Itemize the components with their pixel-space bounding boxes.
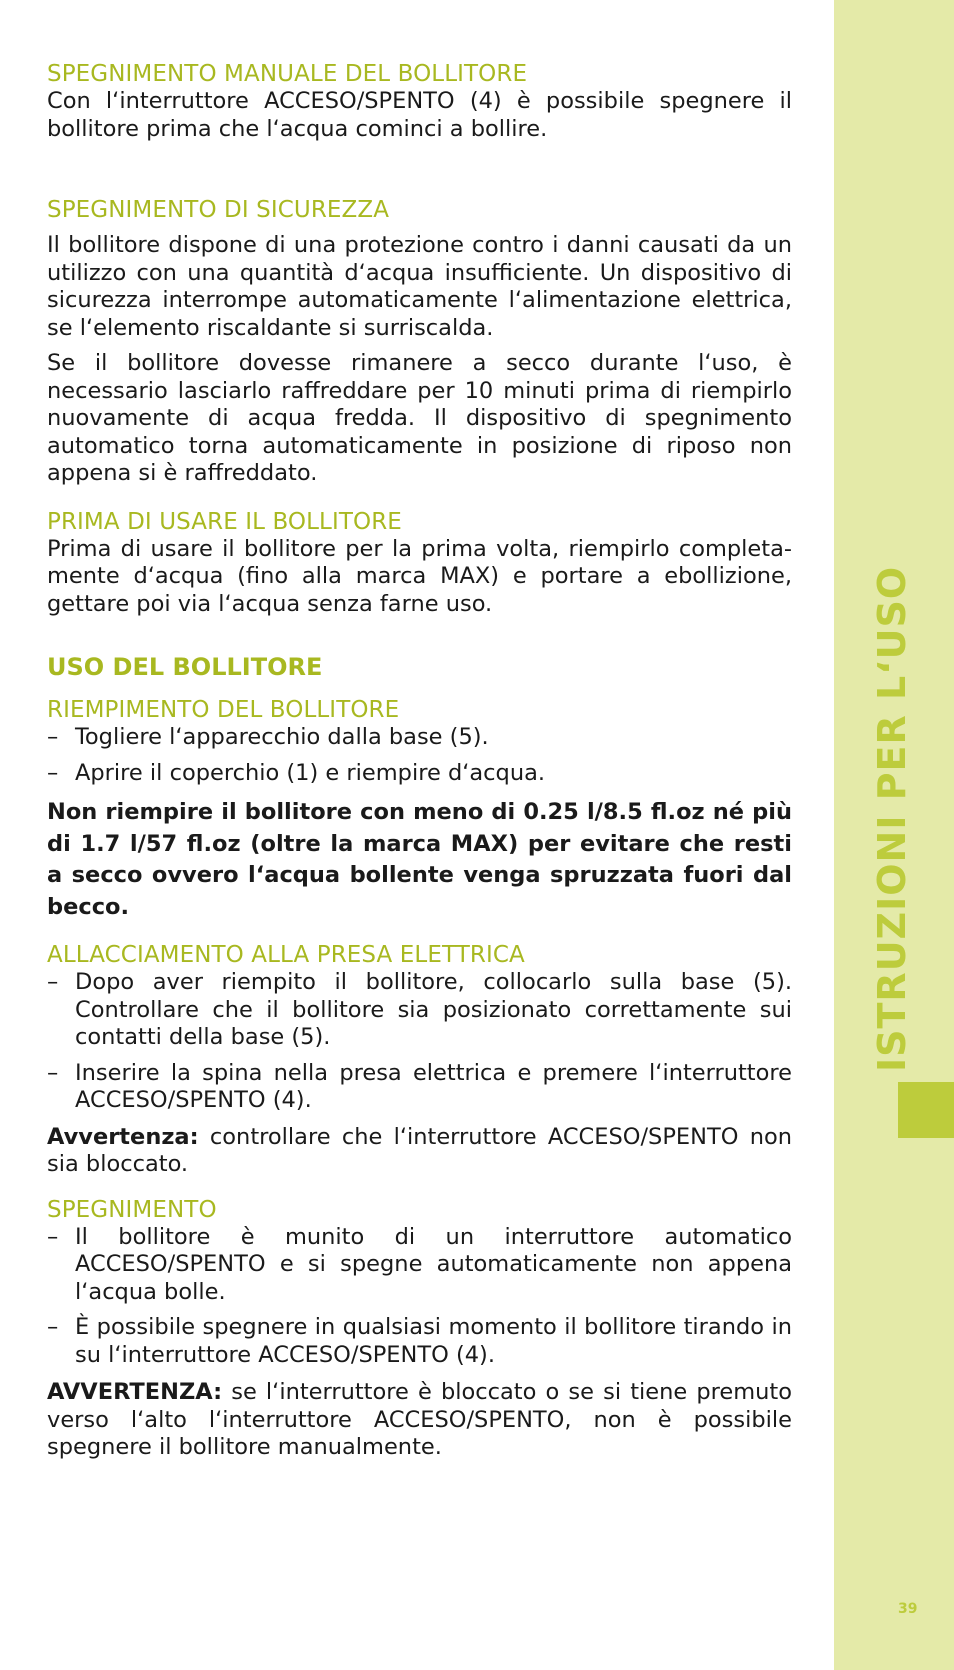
list-item-text: Aprire il coperchio (1) e riempire d‘acqua. xyxy=(75,759,546,786)
note-text: controllare che l‘interruttore ACCESO/SPENTO non sia bloccato. xyxy=(47,1123,792,1177)
heading-use-kettle: USO DEL BOLLITORE xyxy=(47,653,323,681)
paragraph-safety-2: Se il bollitore dovesse rimanere a secco durante l‘uso, è necessario lasciarlo raffreddare per 10 minuti prima di riempirlo nuovamente di acqua fredda. Il dispositivo di spegnimento automatico torna automaticamente in posizione di riposo non appena si è raffreddato. xyxy=(47,350,792,486)
dash-bullet: – xyxy=(47,1314,59,1340)
heading-first-use: PRIMA DI USARE IL BOLLITORE xyxy=(47,508,402,535)
list-item xyxy=(47,760,792,788)
paragraph-manual-off: Con l‘interruttore ACCESO/SPENTO (4) è possibile spegnere il bollitore prima che l‘acqua cominci a bollire. xyxy=(47,88,792,142)
filling-warning: Non riempire il bollitore con meno di 0.25 l/8.5 fl.oz né più di 1.7 l/57 fl.oz (oltre la marca MAX) per evitare che resti a secco ovvero l‘acqua bollente venga spruzzata fuori dal becco. xyxy=(47,799,792,920)
list-item-text: Il bollitore è munito di un interruttore automatico ACCESO/SPENTO e si spegne automaticamente non appena l‘acqua bolle. xyxy=(75,1223,792,1305)
switch-off-warning xyxy=(47,1379,792,1462)
heading-manual-off: SPEGNIMENTO MANUALE DEL BOLLITORE xyxy=(47,61,528,87)
paragraph-safety-1: Il bollitore dispone di una protezione contro i danni causati da un utilizzo con una quantità d‘acqua insufficiente. Un dispositivo di sicurezza interrompe automaticamente l‘alimentazione elettrica, se l‘elemento riscaldante si surriscalda. xyxy=(47,232,792,341)
main-text-column xyxy=(47,60,792,1462)
paragraph-first-use: Prima di usare il bollitore per la prima volta, riempirlo completa- mente d‘acqua (fino alla marca MAX) e portare a ebollizione, gettare poi via l‘acqua senza farne uso. xyxy=(47,535,792,617)
page-number: 39 xyxy=(898,1601,918,1617)
list-item xyxy=(47,1060,792,1115)
list-item xyxy=(47,1314,792,1369)
heading-switch-off: SPEGNIMENTO xyxy=(47,1196,217,1223)
note-label: Avvertenza: xyxy=(47,1123,199,1150)
dash-bullet: – xyxy=(47,1223,59,1250)
heading-power-connection: ALLACCIAMENTO ALLA PRESA ELETTRICA xyxy=(47,942,525,968)
list-item xyxy=(47,724,792,752)
list-item xyxy=(47,1224,792,1307)
list-item-text: Togliere l‘apparecchio dalla base (5). xyxy=(75,724,489,750)
note-text: se l‘interruttore è bloccato o se si tiene premuto verso l‘alto l‘interruttore ACCESO/SPENTO, non è possibile spegnere il bollitore manualmente. xyxy=(47,1379,792,1460)
heading-safety-off: SPEGNIMENTO DI SICUREZZA xyxy=(47,197,390,223)
list-item-text: Dopo aver riempito il bollitore, collocarlo sulla base (5). Controllare che il bollitore sia posizionato correttamente sui contatti della base (5). xyxy=(75,969,792,1050)
section-side-title: ISTRUZIONI PER L‘USO xyxy=(870,565,914,1072)
list-item-text: Inserire la spina nella presa elettrica e premere l‘interruttore ACCESO/SPENTO (4). xyxy=(75,1059,792,1113)
dash-bullet: – xyxy=(47,759,59,786)
side-tab-marker xyxy=(898,1082,954,1138)
note-label: AVVERTENZA: xyxy=(47,1379,223,1405)
heading-filling: RIEMPIMENTO DEL BOLLITORE xyxy=(47,697,400,723)
power-note xyxy=(47,1124,792,1179)
list-item-text: È possibile spegnere in qualsiasi momento il bollitore tirando in su l‘interruttore ACCESO/SPENTO (4). xyxy=(75,1314,792,1368)
dash-bullet: – xyxy=(47,724,59,750)
dash-bullet: – xyxy=(47,969,59,995)
dash-bullet: – xyxy=(47,1059,59,1086)
list-item xyxy=(47,969,792,1052)
